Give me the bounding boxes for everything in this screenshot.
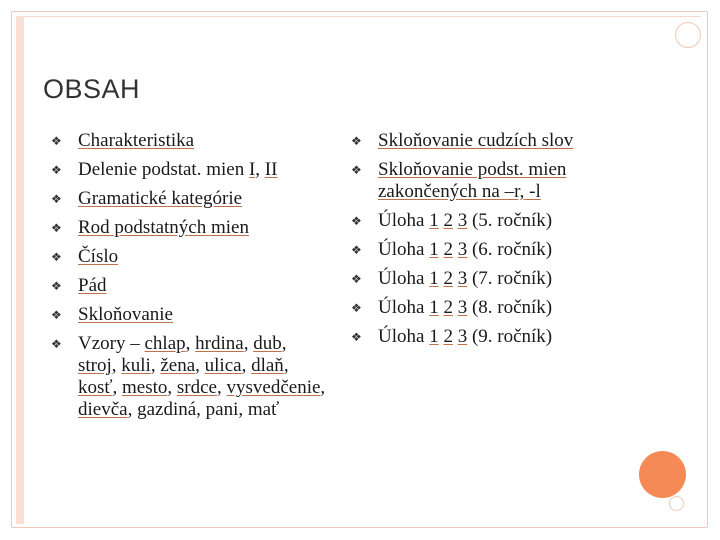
diamond-bullet-icon: ❖ [51, 279, 62, 293]
list-item-charakteristika [51, 130, 328, 152]
delenie-label: Delenie podstat. mien [78, 159, 249, 180]
uloha-grade: (8. ročník) [471, 297, 553, 318]
link-gramaticke-kategorie[interactable]: Gramatické kategórie [78, 188, 243, 209]
diamond-bullet-icon: ❖ [351, 214, 362, 228]
link-charakteristika[interactable]: Charakteristika [78, 130, 195, 151]
link-uloha-6-3[interactable]: 3 [457, 239, 468, 260]
page-title: OBSAH [43, 74, 141, 104]
link-vzor-dlan[interactable]: dlaň [251, 355, 284, 376]
link-sklonovanie[interactable]: Skloňovanie [78, 304, 173, 325]
uloha-grade: (7. ročník) [471, 268, 553, 289]
vzory-label: Vzory – [78, 333, 145, 354]
link-uloha-6-2[interactable]: 2 [443, 239, 453, 260]
link-uloha-7-2[interactable]: 2 [443, 268, 453, 289]
uloha-label: Úloha [378, 268, 425, 289]
list-item-gramaticke-kategorie [51, 188, 328, 210]
link-uloha-5-2[interactable]: 2 [443, 210, 453, 231]
link-uloha-8-2[interactable]: 2 [443, 297, 453, 318]
link-uloha-5-3[interactable]: 3 [457, 210, 468, 231]
list-item-uloha-8 [351, 297, 648, 319]
left-accent-bar [16, 16, 24, 524]
link-uloha-7-3[interactable]: 3 [457, 268, 468, 289]
diamond-bullet-icon: ❖ [51, 337, 62, 351]
diamond-bullet-icon: ❖ [51, 192, 62, 206]
link-zakoncene-r-l[interactable]: Skloňovanie podst. mien zakončených na –r, -l [378, 159, 567, 202]
list-item-uloha-5 [351, 210, 648, 232]
link-uloha-9-2[interactable]: 2 [443, 326, 453, 347]
link-vzor-stroj[interactable]: stroj [78, 355, 112, 376]
link-uloha-7-1[interactable]: 1 [429, 268, 439, 289]
small-circle-decoration [669, 496, 684, 511]
link-vzor-srdce[interactable]: srdce [176, 377, 217, 398]
diamond-bullet-icon: ❖ [51, 163, 62, 177]
top-right-circle-decoration [675, 22, 701, 48]
uloha-grade: (6. ročník) [471, 239, 553, 260]
right-topic-list [351, 130, 648, 355]
separator: , [255, 159, 265, 180]
list-item-vzory: ❖ Vzory – chlap, hrdina, dub, stroj, kuli, žena, ulica, dlaň, kosť, mesto, srdce, vysvedčenie, dievča, gazdiná, pani, mať [51, 333, 326, 420]
uloha-label: Úloha [378, 297, 425, 318]
list-item-rod [51, 217, 328, 239]
diamond-bullet-icon: ❖ [351, 301, 362, 315]
uloha-label: Úloha [378, 239, 425, 260]
link-uloha-8-3[interactable]: 3 [457, 297, 468, 318]
link-uloha-8-1[interactable]: 1 [429, 297, 439, 318]
link-uloha-9-1[interactable]: 1 [429, 326, 439, 347]
link-cudzie-slova[interactable]: Skloňovanie cudzích slov [378, 130, 574, 151]
uloha-label: Úloha [378, 326, 425, 347]
link-vzor-kuli[interactable]: kuli [121, 355, 151, 376]
list-item-delenie [51, 159, 328, 181]
left-topic-list [51, 130, 328, 428]
link-pad[interactable]: Pád [78, 275, 107, 296]
link-cislo[interactable]: Číslo [78, 246, 119, 267]
link-uloha-6-1[interactable]: 1 [429, 239, 439, 260]
list-item-uloha-9 [351, 326, 648, 348]
link-vzor-zena[interactable]: žena [160, 355, 196, 376]
diamond-bullet-icon: ❖ [351, 272, 362, 286]
link-vzor-dievca[interactable]: dievča [78, 399, 128, 420]
list-item-uloha-6 [351, 239, 648, 261]
link-vzor-chlap[interactable]: chlap [144, 333, 186, 354]
link-uloha-9-3[interactable]: 3 [457, 326, 468, 347]
link-vzor-kost[interactable]: kosť [78, 377, 113, 398]
link-vzor-mesto[interactable]: mesto [122, 377, 168, 398]
uloha-grade: (5. ročník) [471, 210, 553, 231]
diamond-bullet-icon: ❖ [51, 134, 62, 148]
diamond-bullet-icon: ❖ [351, 134, 362, 148]
diamond-bullet-icon: ❖ [51, 308, 62, 322]
list-item-pad [51, 275, 328, 297]
diamond-bullet-icon: ❖ [51, 250, 62, 264]
diamond-bullet-icon: ❖ [51, 221, 62, 235]
list-item-uloha-7 [351, 268, 648, 290]
diamond-bullet-icon: ❖ [351, 330, 362, 344]
link-vzor-ulica[interactable]: ulica [204, 355, 242, 376]
link-vzor-dub[interactable]: dub [253, 333, 282, 354]
list-item-cislo [51, 246, 328, 268]
top-rule [24, 16, 701, 17]
link-delenie-ii[interactable]: II [264, 159, 278, 180]
list-item-zakoncene-r-l [351, 159, 648, 203]
uloha-grade: (9. ročník) [471, 326, 553, 347]
diamond-bullet-icon: ❖ [351, 163, 362, 177]
link-vzor-hrdina[interactable]: hrdina [195, 333, 244, 354]
list-item-sklonovanie [51, 304, 328, 326]
link-vzor-vysvedcenie[interactable]: vysvedčenie [226, 377, 321, 398]
link-delenie-i[interactable]: I [248, 159, 256, 180]
list-item-cudzie-slova [351, 130, 648, 152]
orange-circle-decoration [639, 451, 686, 498]
link-rod[interactable]: Rod podstatných mien [78, 217, 249, 238]
vzory-tail: gazdiná, pani, mať [137, 399, 280, 420]
diamond-bullet-icon: ❖ [351, 243, 362, 257]
uloha-label: Úloha [378, 210, 425, 231]
link-uloha-5-1[interactable]: 1 [429, 210, 439, 231]
